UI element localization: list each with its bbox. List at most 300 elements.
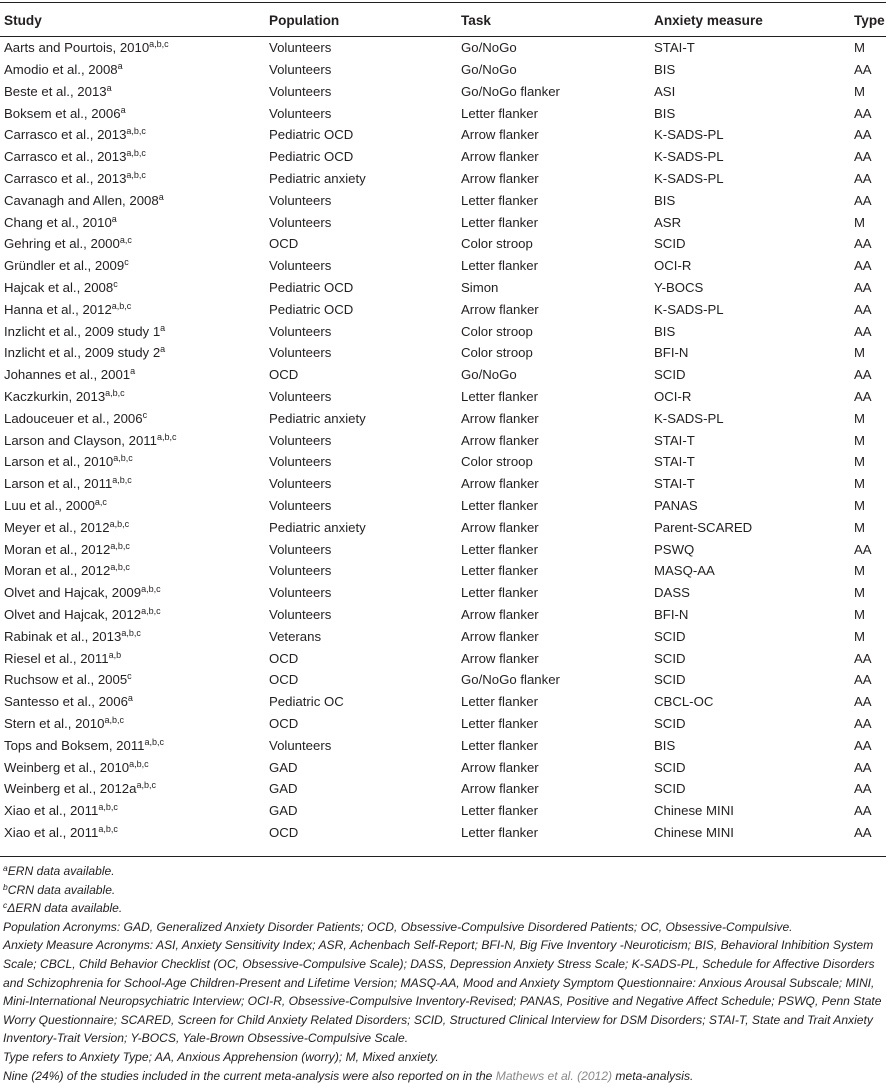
type-cell: M — [854, 498, 865, 514]
study-footnote-marks: c — [127, 671, 132, 682]
study-name: Ladouceuer et al., 2006 — [4, 410, 143, 426]
study-footnote-marks: a,b,c — [121, 627, 141, 638]
population-cell: Veterans — [269, 628, 322, 644]
population-acronyms-note: Population Acronyms: GAD, Generalized Anxiety Disorder Patients; OCD, Obsessive-Compulsive Disordered Patients; OC, Obsessive-Compulsive. — [3, 919, 793, 934]
anxiety-measure-cell: STAI-T — [654, 40, 695, 56]
population-cell: Pediatric anxiety — [269, 519, 366, 535]
study-name: Inzlicht et al., 2009 — [4, 323, 114, 339]
task-cell: Arrow flanker — [461, 171, 539, 187]
population-cell: Volunteers — [269, 192, 332, 208]
study-footnote-marks: a,b,c — [144, 736, 165, 747]
anxiety-measure-cell: BIS — [654, 62, 676, 78]
study-name: Moran et al., 2012 — [4, 541, 111, 557]
table-row — [0, 190, 886, 212]
type-cell: AA — [854, 803, 872, 819]
measure-acronyms-line-4: Mini-International Neuropsychiatric Interview; OCI-R, Obsessive-Compulsive Inventory-Revised; PANAS, Positive and Negative Affect Schedule; PSWQ, Penn State — [3, 994, 882, 1009]
study-cell — [0, 233, 265, 255]
study-cell — [0, 451, 265, 473]
meta-analysis-note-end: meta-analysis. — [612, 1068, 694, 1083]
footnote-b-text: CRN data available. — [7, 882, 116, 897]
footnote-c — [3, 899, 885, 918]
population-cell: Volunteers — [269, 585, 332, 601]
population-cell: Volunteers — [269, 105, 332, 121]
type-cell: M — [854, 628, 865, 644]
study-name: Ruchsow et al., 2005 — [4, 672, 128, 688]
study-name: Hanna et al., 2012 — [4, 301, 112, 317]
top-rule — [0, 2, 886, 3]
table-row — [0, 669, 886, 691]
study-footnote-marks: c — [142, 409, 148, 420]
study-footnote-marks: a,b,c — [98, 802, 118, 813]
type-cell: M — [854, 585, 865, 601]
study-name: Larson and Clayson, 2011 — [4, 432, 157, 448]
type-cell: M — [854, 432, 865, 448]
task-cell: Letter flanker — [461, 258, 538, 274]
footnote-c-text: ΔERN data available. — [7, 901, 123, 916]
study-cell — [0, 386, 265, 408]
population-cell: Volunteers — [269, 83, 332, 99]
population-cell: GAD — [269, 781, 298, 797]
study-footnote-marks: a,b,c — [141, 584, 161, 595]
type-cell: M — [854, 563, 865, 579]
table-row — [0, 364, 886, 386]
study-cell — [0, 800, 265, 822]
study-cell — [0, 560, 265, 582]
task-cell: Letter flanker — [461, 563, 538, 579]
header-type: Type — [854, 12, 885, 28]
study-cell — [0, 647, 265, 669]
study-footnote-marks: a,b,c — [141, 606, 161, 617]
study-cell — [0, 102, 265, 124]
population-cell: OCD — [269, 824, 299, 840]
study-footnote-marks: a,b,c — [112, 475, 132, 486]
table-row — [0, 429, 886, 451]
population-cell: Volunteers — [269, 345, 332, 361]
anxiety-measure-cell: ASR — [654, 214, 682, 230]
task-cell: Color stroop — [461, 345, 533, 361]
footnote-c-mark: c — [3, 900, 8, 911]
study-name: Aarts and Pourtois, 2010 — [4, 40, 150, 56]
table-row — [0, 800, 886, 822]
anxiety-measure-cell: BIS — [654, 192, 676, 208]
population-cell: OCD — [269, 367, 299, 383]
study-name: Larson et al., 2011 — [4, 476, 113, 492]
population-cell: OCD — [269, 672, 299, 688]
type-cell: AA — [854, 258, 872, 274]
study-cell — [0, 342, 265, 364]
type-cell: AA — [854, 389, 872, 405]
study-footnote-marks: a — [117, 61, 123, 72]
type-cell: M — [854, 454, 865, 470]
table-row — [0, 211, 886, 233]
anxiety-measure-cell: STAI-T — [654, 432, 695, 448]
studies-table — [0, 5, 886, 843]
study-name: Cavanagh and Allen, 2008 — [4, 192, 159, 208]
task-cell: Letter flanker — [461, 716, 538, 731]
type-cell: AA — [854, 824, 872, 840]
task-cell: Color stroop — [461, 454, 533, 470]
study-cell — [0, 495, 265, 517]
anxiety-measure-cell: OCI-R — [654, 389, 692, 405]
study-footnote-marks: a — [130, 366, 136, 377]
study-name: Carrasco et al., 2013 — [4, 149, 127, 165]
study-name: Riesel et al., 2011 — [4, 650, 109, 666]
measure-acronyms-line-3: and Schizophrenia for School-Age Children-Present and Lifetime Version; MASQ-AA, Mood and Anxiety Symptom Questionnaire: Anxious Arousal Subscale; MINI, — [3, 975, 875, 990]
population-cell: Volunteers — [269, 40, 332, 56]
population-cell: Volunteers — [269, 432, 332, 448]
study-cell — [0, 756, 265, 778]
type-cell: AA — [854, 694, 872, 710]
task-cell: Go/NoGo flanker — [461, 83, 560, 99]
study-cell — [0, 277, 265, 299]
study-footnote-marks: a,b,c — [113, 453, 133, 464]
table-row — [0, 408, 886, 430]
study-cell — [0, 255, 265, 277]
mathews-reference-link[interactable]: Mathews et al. (2012) — [495, 1068, 613, 1083]
population-cell: OCD — [269, 236, 299, 252]
anxiety-measure-cell: BFI-N — [654, 345, 689, 361]
anxiety-measure-cell: K-SADS-PL — [654, 301, 724, 317]
type-cell: AA — [854, 759, 872, 775]
table-row — [0, 277, 886, 299]
study-suffix: study 1 — [113, 323, 161, 339]
study-footnote-marks: a — [158, 191, 164, 202]
study-footnote-marks: a,b,c — [129, 758, 149, 769]
population-cell: Volunteers — [269, 258, 332, 274]
task-cell: Arrow flanker — [461, 607, 539, 623]
table-row — [0, 386, 886, 408]
study-name: Xiao et al., 2011 — [4, 803, 99, 819]
anxiety-measure-cell: Chinese MINI — [654, 824, 734, 840]
anxiety-measure-cell: SCID — [654, 781, 686, 797]
task-cell: Arrow flanker — [461, 476, 539, 492]
population-cell: Volunteers — [269, 607, 332, 623]
study-suffix: study 2 — [113, 345, 161, 361]
study-footnote-marks: a,b,c — [136, 780, 156, 791]
table-row — [0, 102, 886, 124]
task-cell: Letter flanker — [461, 803, 538, 819]
population-cell: OCD — [269, 650, 299, 666]
type-cell: AA — [854, 105, 872, 121]
study-footnote-marks: a — [127, 693, 133, 704]
footnote-a — [3, 862, 885, 881]
study-name: Santesso et al., 2006 — [4, 694, 128, 710]
measure-acronyms-line-2: Scale; CBCL, Child Behavior Checklist (OC, Obsessive-Compulsive Scale); DASS, Depression Anxiety Stress Scale; K-SADS-PL, Schedule for Affective Disorders — [3, 956, 875, 971]
task-cell: Go/NoGo — [461, 40, 517, 56]
type-cell: AA — [854, 650, 872, 666]
type-cell: M — [854, 476, 865, 492]
study-cell — [0, 538, 265, 560]
study-footnote-marks: a,b,c — [110, 540, 130, 551]
anxiety-measure-cell: ASI — [654, 83, 676, 99]
study-footnote-marks: a,b,c — [156, 431, 177, 442]
task-cell: Color stroop — [461, 236, 533, 252]
study-cell — [0, 211, 265, 233]
study-name: Rabinak et al., 2013 — [4, 628, 122, 644]
population-cell: GAD — [269, 803, 298, 819]
population-cell: Volunteers — [269, 541, 332, 557]
task-cell: Letter flanker — [461, 389, 538, 405]
table-row — [0, 647, 886, 669]
anxiety-measure-cell: SCID — [654, 367, 686, 383]
footnote-a-mark: a — [3, 863, 8, 873]
meta-analysis-note — [3, 1067, 885, 1086]
anxiety-measure-cell: K-SADS-PL — [654, 171, 724, 187]
table-row — [0, 713, 886, 735]
study-cell — [0, 517, 265, 539]
anxiety-measure-cell: Chinese MINI — [654, 803, 734, 819]
study-name: Olvet and Hajcak, 2009 — [4, 585, 142, 601]
anxiety-measure-cell: SCID — [654, 672, 686, 688]
study-name: Xiao et al., 2011 — [4, 824, 99, 840]
population-cell: GAD — [269, 759, 298, 775]
anxiety-measure-cell: SCID — [654, 650, 686, 666]
footnote-b — [3, 881, 885, 900]
anxiety-measure-cell: SCID — [654, 236, 686, 252]
study-footnote-marks: a — [160, 344, 166, 355]
task-cell: Letter flanker — [461, 694, 538, 710]
study-name: Gründler et al., 2009 — [4, 258, 125, 274]
study-footnote-marks: a,c — [94, 497, 107, 508]
type-cell: AA — [854, 541, 872, 557]
type-cell: AA — [854, 323, 872, 339]
population-cell: Volunteers — [269, 476, 332, 492]
anxiety-measure-cell: BIS — [654, 323, 676, 339]
type-cell: AA — [854, 62, 872, 78]
anxiety-measure-cell: SCID — [654, 628, 686, 644]
task-cell: Arrow flanker — [461, 432, 539, 448]
study-name: Carrasco et al., 2013 — [4, 171, 127, 187]
population-cell: Pediatric OCD — [269, 127, 354, 143]
study-cell — [0, 429, 265, 451]
table-row — [0, 735, 886, 757]
type-cell: M — [854, 83, 865, 99]
study-footnote-marks: a,c — [119, 235, 132, 246]
study-name: Kaczkurkin, 2013 — [4, 389, 106, 405]
study-name: Weinberg et al., 2010 — [4, 759, 130, 775]
population-cell: Volunteers — [269, 498, 332, 514]
task-cell: Arrow flanker — [461, 519, 539, 535]
type-cell: M — [854, 214, 865, 230]
population-cell: OCD — [269, 716, 299, 731]
task-cell: Letter flanker — [461, 585, 538, 601]
population-cell: Volunteers — [269, 214, 332, 230]
table-row — [0, 691, 886, 713]
population-cell: Volunteers — [269, 62, 332, 78]
study-cell — [0, 408, 265, 430]
anxiety-measure-cell: OCI-R — [654, 258, 692, 274]
study-cell — [0, 778, 265, 800]
study-footnote-marks: a,b,c — [110, 562, 130, 573]
study-cell — [0, 582, 265, 604]
study-name: Meyer et al., 2012 — [4, 519, 110, 535]
study-name: Chang et al., 2010 — [4, 214, 112, 230]
study-name: Weinberg et al., 2012a — [4, 781, 137, 797]
study-name: Carrasco et al., 2013 — [4, 127, 127, 143]
study-footnote-marks: a,b,c — [126, 126, 146, 137]
header-task: Task — [461, 12, 491, 28]
task-cell: Arrow flanker — [461, 127, 539, 143]
study-name: Stern et al., 2010 — [4, 716, 105, 731]
population-cell: Pediatric anxiety — [269, 410, 366, 426]
type-note: Type refers to Anxiety Type; AA, Anxious Apprehension (worry); M, Mixed anxiety. — [3, 1049, 439, 1064]
task-cell: Arrow flanker — [461, 628, 539, 644]
header-anxiety-measure: Anxiety measure — [654, 12, 763, 28]
task-cell: Letter flanker — [461, 192, 538, 208]
task-cell: Letter flanker — [461, 498, 538, 514]
study-name: Boksem et al., 2006 — [4, 105, 121, 121]
task-cell: Arrow flanker — [461, 650, 539, 666]
study-name: Olvet and Hajcak, 2012 — [4, 607, 142, 623]
anxiety-measure-cell: K-SADS-PL — [654, 127, 724, 143]
footnote-b-mark: b — [3, 881, 8, 892]
study-cell — [0, 168, 265, 190]
task-cell: Go/NoGo — [461, 62, 517, 78]
study-cell — [0, 604, 265, 626]
anxiety-measure-cell: Y-BOCS — [654, 280, 704, 296]
study-cell — [0, 190, 265, 212]
type-cell: AA — [854, 781, 872, 797]
task-cell: Color stroop — [461, 323, 533, 339]
anxiety-measure-cell: SCID — [654, 716, 686, 731]
population-cell: Pediatric anxiety — [269, 171, 366, 187]
bottom-rule — [0, 856, 886, 857]
task-cell: Arrow flanker — [461, 410, 539, 426]
type-cell: M — [854, 607, 865, 623]
table-row — [0, 342, 886, 364]
table-row — [0, 473, 886, 495]
footnote-a-text: ERN data available. — [7, 864, 115, 878]
study-footnote-marks: a — [106, 82, 112, 93]
study-footnote-marks: a,b,c — [149, 39, 169, 50]
header-study: Study — [4, 12, 42, 28]
population-cell: Volunteers — [269, 737, 332, 753]
study-name: Inzlicht et al., 2009 — [4, 345, 114, 361]
task-cell: Simon — [461, 280, 499, 296]
study-footnote-marks: a — [111, 213, 117, 224]
table-notes — [3, 862, 885, 1085]
study-footnote-marks: a,b,c — [126, 170, 146, 181]
type-cell: AA — [854, 192, 872, 208]
population-cell: Volunteers — [269, 323, 332, 339]
population-cell: Pediatric OC — [269, 694, 344, 710]
type-cell: AA — [854, 171, 872, 187]
table-row — [0, 451, 886, 473]
study-name: Larson et al., 2010 — [4, 454, 114, 470]
study-cell — [0, 691, 265, 713]
table-row — [0, 560, 886, 582]
study-name: Hajcak et al., 2008 — [4, 280, 114, 296]
table-row — [0, 146, 886, 168]
anxiety-measure-cell: K-SADS-PL — [654, 149, 724, 165]
table-row — [0, 822, 886, 844]
study-footnote-marks: a — [160, 322, 166, 333]
anxiety-measure-cell: STAI-T — [654, 454, 695, 470]
anxiety-measure-cell: SCID — [654, 759, 686, 775]
type-cell: AA — [854, 236, 872, 252]
study-footnote-marks: a,b,c — [98, 823, 118, 834]
task-cell: Arrow flanker — [461, 149, 539, 165]
study-name: Amodio et al., 2008 — [4, 62, 118, 78]
study-footnote-marks: a,b,c — [104, 715, 124, 725]
table-row — [0, 168, 886, 190]
type-cell: AA — [854, 149, 872, 165]
study-cell — [0, 59, 265, 81]
study-name: Luu et al., 2000 — [4, 498, 95, 514]
table-row — [0, 81, 886, 103]
task-cell: Go/NoGo — [461, 367, 517, 383]
anxiety-measure-cell: MASQ-AA — [654, 563, 715, 579]
study-cell — [0, 713, 265, 735]
type-cell: M — [854, 410, 865, 426]
study-cell — [0, 299, 265, 321]
table-row — [0, 320, 886, 342]
table-row — [0, 495, 886, 517]
study-footnote-marks: a,b,c — [126, 148, 146, 159]
table-row — [0, 35, 886, 59]
study-cell — [0, 626, 265, 648]
study-footnote-marks: c — [113, 279, 118, 290]
study-cell — [0, 35, 265, 59]
table-row — [0, 778, 886, 800]
type-cell: AA — [854, 301, 872, 317]
task-cell: Letter flanker — [461, 214, 538, 230]
study-footnote-marks: a — [120, 104, 126, 115]
type-cell: AA — [854, 737, 872, 753]
table-row — [0, 626, 886, 648]
study-footnote-marks: a,b — [108, 649, 122, 660]
type-cell: M — [854, 40, 865, 56]
study-name: Gehring et al., 2000 — [4, 236, 120, 252]
table-row — [0, 59, 886, 81]
table-row — [0, 756, 886, 778]
task-cell: Letter flanker — [461, 737, 538, 753]
table-row — [0, 582, 886, 604]
type-cell: M — [854, 345, 865, 361]
anxiety-measure-cell: BFI-N — [654, 607, 689, 623]
study-cell — [0, 146, 265, 168]
anxiety-measure-cell: PSWQ — [654, 541, 695, 557]
study-cell — [0, 364, 265, 386]
meta-analysis-note-text: Nine (24%) of the studies included in the current meta-analysis were also reported on in the — [3, 1068, 496, 1083]
table-row — [0, 299, 886, 321]
table-row — [0, 517, 886, 539]
task-cell: Letter flanker — [461, 105, 538, 121]
study-cell — [0, 81, 265, 103]
study-name: Johannes et al., 2001 — [4, 367, 131, 383]
table-row — [0, 538, 886, 560]
study-cell — [0, 822, 265, 844]
anxiety-measure-cell: Parent-SCARED — [654, 519, 753, 535]
anxiety-measure-cell: K-SADS-PL — [654, 410, 724, 426]
anxiety-measure-cell: BIS — [654, 105, 676, 121]
type-cell: AA — [854, 672, 872, 688]
task-cell: Go/NoGo flanker — [461, 672, 560, 688]
table-row — [0, 124, 886, 146]
table-row — [0, 604, 886, 626]
study-cell — [0, 320, 265, 342]
study-footnote-marks: c — [124, 257, 129, 268]
population-cell: Pediatric OCD — [269, 280, 354, 296]
measure-acronyms-line-5: Worry Questionnaire; SCARED, Screen for Child Anxiety Related Disorders; SCID, Structured Clinical Interview for DSM Disorders; STAI-T, State and Trait Anxiety — [3, 1012, 873, 1027]
table-row — [0, 233, 886, 255]
type-cell: AA — [854, 280, 872, 296]
population-cell: Volunteers — [269, 563, 332, 579]
study-cell — [0, 669, 265, 691]
anxiety-measure-cell: CBCL-OC — [654, 694, 714, 710]
table-row — [0, 255, 886, 277]
type-cell: AA — [854, 127, 872, 143]
